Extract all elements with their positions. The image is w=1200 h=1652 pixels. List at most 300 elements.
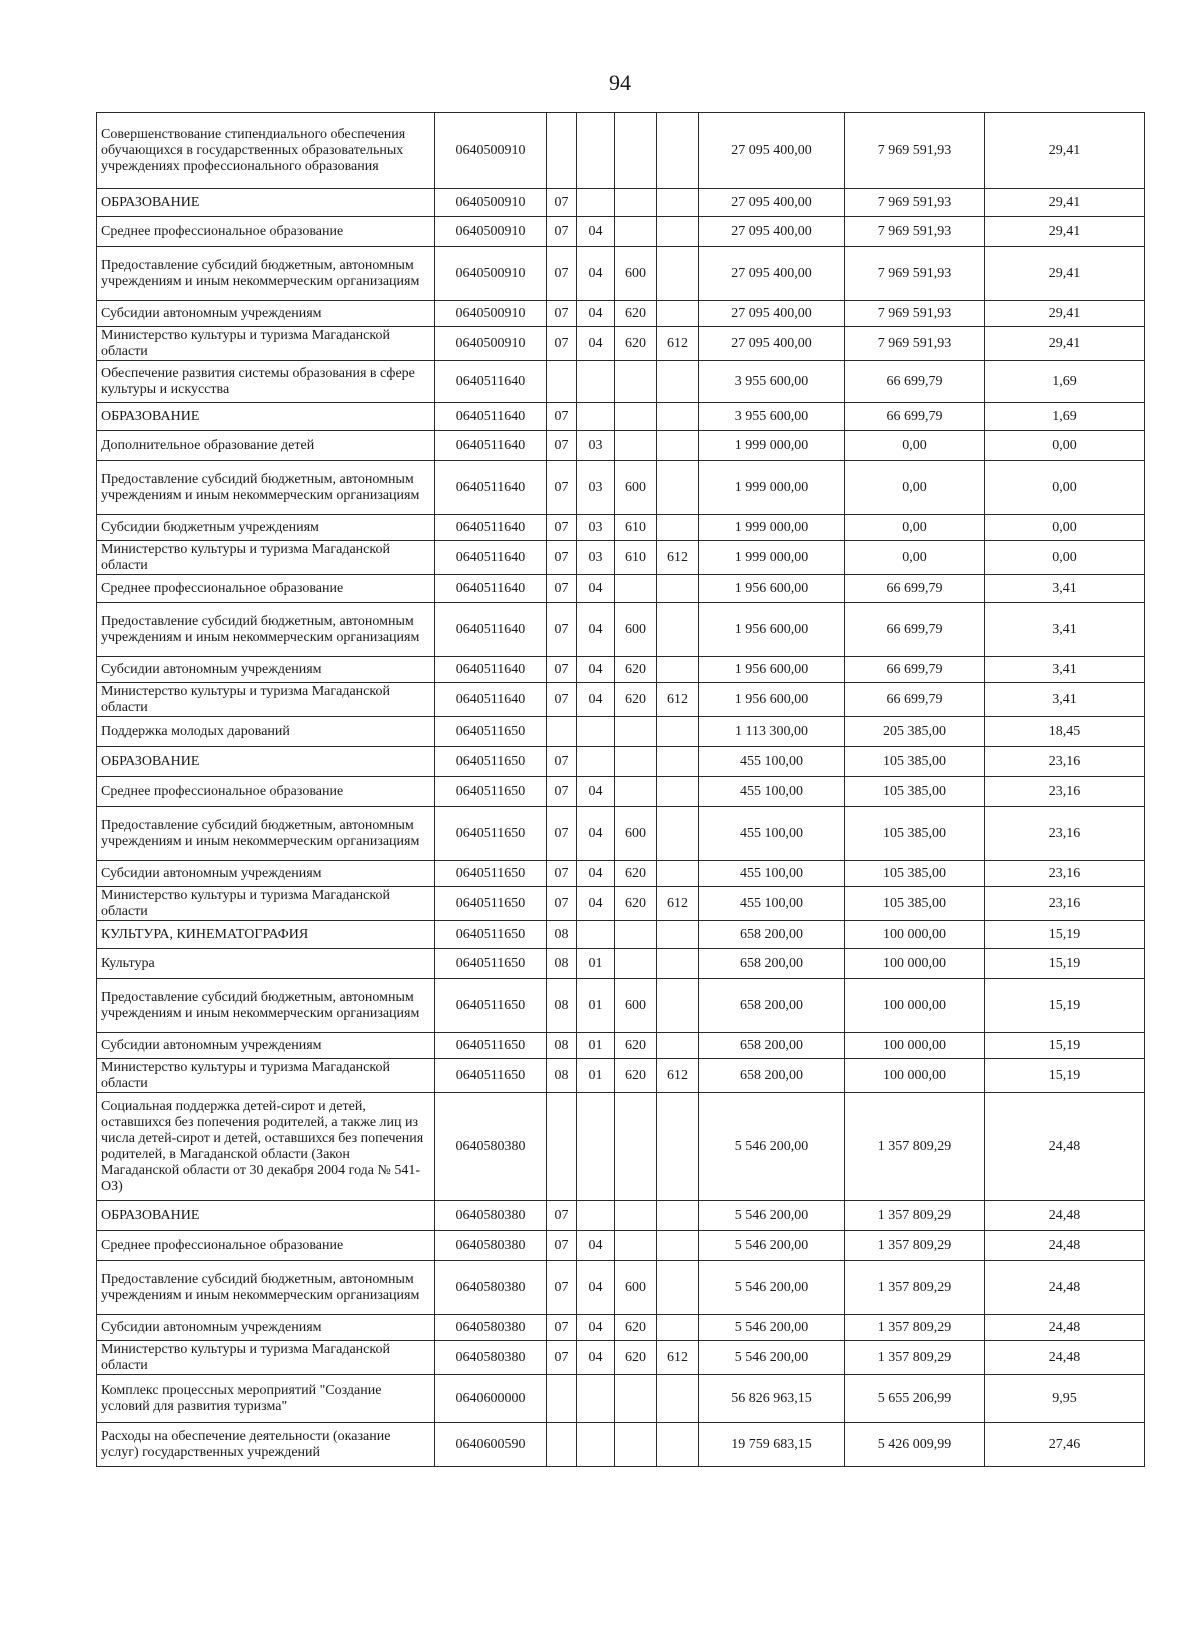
row-subsection-cell: 01 <box>577 949 615 979</box>
row-expense-type-cell: 620 <box>615 327 657 361</box>
row-name-cell: Предоставление субсидий бюджетным, автономным учреждениям и иным некоммерческим организациям <box>97 247 435 301</box>
row-section-cell: 07 <box>547 247 577 301</box>
table-row <box>97 217 1145 247</box>
row-plan-cell: 3 955 600,00 <box>699 361 845 403</box>
row-subsection-cell: 04 <box>577 603 615 657</box>
row-section-cell: 07 <box>547 657 577 683</box>
row-percent-cell: 18,45 <box>985 717 1145 747</box>
row-subsection-cell: 01 <box>577 979 615 1033</box>
row-name-cell: Среднее профессиональное образование <box>97 1231 435 1261</box>
row-subsection-cell: 04 <box>577 1261 615 1315</box>
row-kosgu-cell <box>657 949 699 979</box>
row-fact-cell: 105 385,00 <box>845 777 985 807</box>
row-plan-cell: 1 956 600,00 <box>699 683 845 717</box>
row-plan-cell: 27 095 400,00 <box>699 189 845 217</box>
row-plan-cell: 658 200,00 <box>699 979 845 1033</box>
row-subsection-cell: 04 <box>577 575 615 603</box>
row-section-cell: 07 <box>547 327 577 361</box>
row-subsection-cell <box>577 1375 615 1423</box>
table-row <box>97 1059 1145 1093</box>
row-section-cell: 07 <box>547 747 577 777</box>
row-expense-type-cell: 620 <box>615 301 657 327</box>
row-subsection-cell: 03 <box>577 461 615 515</box>
row-section-cell <box>547 1093 577 1201</box>
row-name-cell: КУЛЬТУРА, КИНЕМАТОГРАФИЯ <box>97 921 435 949</box>
row-expense-type-cell <box>615 1231 657 1261</box>
row-plan-cell: 27 095 400,00 <box>699 327 845 361</box>
row-expense-type-cell: 610 <box>615 541 657 575</box>
row-expense-type-cell: 600 <box>615 461 657 515</box>
row-expense-type-cell <box>615 1201 657 1231</box>
row-plan-cell: 5 546 200,00 <box>699 1315 845 1341</box>
row-plan-cell: 1 999 000,00 <box>699 431 845 461</box>
row-kosgu-cell <box>657 807 699 861</box>
row-section-cell: 07 <box>547 777 577 807</box>
row-name-cell: Предоставление субсидий бюджетным, автономным учреждениям и иным некоммерческим организациям <box>97 603 435 657</box>
row-name-cell: Министерство культуры и туризма Магаданской области <box>97 683 435 717</box>
row-subsection-cell <box>577 189 615 217</box>
row-kosgu-cell <box>657 603 699 657</box>
row-section-cell: 07 <box>547 1261 577 1315</box>
row-fact-cell: 0,00 <box>845 431 985 461</box>
table-row <box>97 861 1145 887</box>
row-fact-cell: 0,00 <box>845 515 985 541</box>
row-percent-cell: 29,41 <box>985 247 1145 301</box>
row-plan-cell: 5 546 200,00 <box>699 1093 845 1201</box>
row-subsection-cell <box>577 1093 615 1201</box>
row-section-cell: 07 <box>547 683 577 717</box>
row-code-cell: 0640511650 <box>435 887 547 921</box>
row-kosgu-cell <box>657 861 699 887</box>
row-section-cell: 08 <box>547 979 577 1033</box>
row-code-cell: 0640511650 <box>435 717 547 747</box>
row-kosgu-cell <box>657 575 699 603</box>
row-kosgu-cell: 612 <box>657 1341 699 1375</box>
row-name-cell: Министерство культуры и туризма Магаданской области <box>97 1059 435 1093</box>
row-plan-cell: 658 200,00 <box>699 1059 845 1093</box>
table-row <box>97 1231 1145 1261</box>
row-percent-cell: 24,48 <box>985 1231 1145 1261</box>
row-plan-cell: 1 999 000,00 <box>699 515 845 541</box>
row-expense-type-cell: 600 <box>615 603 657 657</box>
table-row <box>97 887 1145 921</box>
row-subsection-cell: 04 <box>577 327 615 361</box>
row-plan-cell: 5 546 200,00 <box>699 1201 845 1231</box>
table-row <box>97 1375 1145 1423</box>
row-section-cell: 07 <box>547 807 577 861</box>
table-row <box>97 189 1145 217</box>
row-kosgu-cell <box>657 403 699 431</box>
row-expense-type-cell: 620 <box>615 861 657 887</box>
row-plan-cell: 455 100,00 <box>699 807 845 861</box>
row-subsection-cell: 03 <box>577 431 615 461</box>
row-percent-cell: 3,41 <box>985 575 1145 603</box>
row-kosgu-cell: 612 <box>657 887 699 921</box>
row-section-cell <box>547 717 577 747</box>
row-expense-type-cell <box>615 361 657 403</box>
row-kosgu-cell <box>657 657 699 683</box>
row-section-cell: 07 <box>547 575 577 603</box>
row-expense-type-cell <box>615 949 657 979</box>
row-fact-cell: 7 969 591,93 <box>845 113 985 189</box>
row-section-cell: 08 <box>547 1059 577 1093</box>
row-kosgu-cell <box>657 247 699 301</box>
row-code-cell: 0640500910 <box>435 327 547 361</box>
table-row <box>97 1341 1145 1375</box>
row-percent-cell: 29,41 <box>985 189 1145 217</box>
row-code-cell: 0640511650 <box>435 777 547 807</box>
row-percent-cell: 24,48 <box>985 1261 1145 1315</box>
row-plan-cell: 56 826 963,15 <box>699 1375 845 1423</box>
row-expense-type-cell: 620 <box>615 887 657 921</box>
row-expense-type-cell <box>615 217 657 247</box>
row-section-cell: 08 <box>547 921 577 949</box>
row-kosgu-cell <box>657 361 699 403</box>
row-code-cell: 0640511650 <box>435 921 547 949</box>
row-name-cell: Среднее профессиональное образование <box>97 217 435 247</box>
row-plan-cell: 658 200,00 <box>699 921 845 949</box>
row-fact-cell: 7 969 591,93 <box>845 217 985 247</box>
table-row <box>97 603 1145 657</box>
row-fact-cell: 7 969 591,93 <box>845 327 985 361</box>
row-subsection-cell <box>577 1201 615 1231</box>
table-row <box>97 431 1145 461</box>
row-section-cell <box>547 1423 577 1467</box>
row-percent-cell: 15,19 <box>985 1033 1145 1059</box>
row-expense-type-cell: 600 <box>615 247 657 301</box>
row-plan-cell: 1 999 000,00 <box>699 461 845 515</box>
table-row <box>97 1261 1145 1315</box>
row-name-cell: Субсидии автономным учреждениям <box>97 1315 435 1341</box>
row-plan-cell: 3 955 600,00 <box>699 403 845 431</box>
row-fact-cell: 66 699,79 <box>845 683 985 717</box>
table-row <box>97 657 1145 683</box>
row-fact-cell: 5 655 206,99 <box>845 1375 985 1423</box>
row-section-cell: 07 <box>547 1315 577 1341</box>
row-plan-cell: 19 759 683,15 <box>699 1423 845 1467</box>
row-kosgu-cell <box>657 1033 699 1059</box>
row-percent-cell: 15,19 <box>985 1059 1145 1093</box>
row-percent-cell: 27,46 <box>985 1423 1145 1467</box>
row-section-cell: 07 <box>547 603 577 657</box>
row-fact-cell: 105 385,00 <box>845 807 985 861</box>
row-kosgu-cell <box>657 1231 699 1261</box>
row-kosgu-cell <box>657 217 699 247</box>
row-code-cell: 0640511640 <box>435 461 547 515</box>
row-code-cell: 0640511640 <box>435 431 547 461</box>
table-row <box>97 247 1145 301</box>
row-name-cell: Субсидии бюджетным учреждениям <box>97 515 435 541</box>
row-name-cell: Среднее профессиональное образование <box>97 575 435 603</box>
row-section-cell: 08 <box>547 949 577 979</box>
row-section-cell: 07 <box>547 431 577 461</box>
row-fact-cell: 0,00 <box>845 541 985 575</box>
row-expense-type-cell <box>615 189 657 217</box>
row-code-cell: 0640580380 <box>435 1231 547 1261</box>
table-row <box>97 921 1145 949</box>
row-name-cell: Комплекс процессных мероприятий "Создание условий для развития туризма" <box>97 1375 435 1423</box>
row-percent-cell: 15,19 <box>985 979 1145 1033</box>
row-section-cell: 07 <box>547 403 577 431</box>
row-kosgu-cell <box>657 113 699 189</box>
row-subsection-cell: 04 <box>577 657 615 683</box>
row-percent-cell: 15,19 <box>985 921 1145 949</box>
row-percent-cell: 29,41 <box>985 217 1145 247</box>
row-percent-cell: 0,00 <box>985 431 1145 461</box>
row-name-cell: Предоставление субсидий бюджетным, автономным учреждениям и иным некоммерческим организациям <box>97 461 435 515</box>
row-name-cell: Министерство культуры и туризма Магаданской области <box>97 1341 435 1375</box>
table-row <box>97 683 1145 717</box>
row-subsection-cell <box>577 113 615 189</box>
row-fact-cell: 7 969 591,93 <box>845 189 985 217</box>
row-code-cell: 0640511650 <box>435 747 547 777</box>
row-code-cell: 0640511640 <box>435 541 547 575</box>
row-subsection-cell: 04 <box>577 861 615 887</box>
table-row <box>97 403 1145 431</box>
table-row <box>97 515 1145 541</box>
row-percent-cell: 23,16 <box>985 861 1145 887</box>
row-percent-cell: 24,48 <box>985 1341 1145 1375</box>
row-expense-type-cell <box>615 921 657 949</box>
row-subsection-cell: 04 <box>577 1315 615 1341</box>
table-row <box>97 777 1145 807</box>
row-expense-type-cell: 620 <box>615 1341 657 1375</box>
row-percent-cell: 23,16 <box>985 887 1145 921</box>
row-fact-cell: 7 969 591,93 <box>845 301 985 327</box>
row-code-cell: 0640580380 <box>435 1341 547 1375</box>
row-section-cell <box>547 113 577 189</box>
row-plan-cell: 1 956 600,00 <box>699 657 845 683</box>
row-subsection-cell: 04 <box>577 777 615 807</box>
row-subsection-cell <box>577 403 615 431</box>
row-subsection-cell <box>577 747 615 777</box>
row-percent-cell: 29,41 <box>985 113 1145 189</box>
row-kosgu-cell: 612 <box>657 683 699 717</box>
row-fact-cell: 1 357 809,29 <box>845 1231 985 1261</box>
row-name-cell: ОБРАЗОВАНИЕ <box>97 747 435 777</box>
row-code-cell: 0640511640 <box>435 515 547 541</box>
row-percent-cell: 1,69 <box>985 361 1145 403</box>
row-kosgu-cell <box>657 301 699 327</box>
row-plan-cell: 455 100,00 <box>699 887 845 921</box>
row-percent-cell: 23,16 <box>985 777 1145 807</box>
row-code-cell: 0640500910 <box>435 189 547 217</box>
row-section-cell: 07 <box>547 1231 577 1261</box>
row-plan-cell: 27 095 400,00 <box>699 217 845 247</box>
row-name-cell: ОБРАЗОВАНИЕ <box>97 189 435 217</box>
row-section-cell: 07 <box>547 887 577 921</box>
row-expense-type-cell: 620 <box>615 1033 657 1059</box>
row-percent-cell: 24,48 <box>985 1201 1145 1231</box>
row-name-cell: Министерство культуры и туризма Магаданской области <box>97 887 435 921</box>
table-row <box>97 575 1145 603</box>
table-row <box>97 327 1145 361</box>
row-expense-type-cell: 620 <box>615 657 657 683</box>
row-code-cell: 0640511640 <box>435 403 547 431</box>
row-percent-cell: 23,16 <box>985 747 1145 777</box>
row-kosgu-cell <box>657 777 699 807</box>
table-row <box>97 1093 1145 1201</box>
row-subsection-cell: 04 <box>577 683 615 717</box>
row-kosgu-cell <box>657 461 699 515</box>
row-subsection-cell: 01 <box>577 1059 615 1093</box>
row-subsection-cell: 04 <box>577 887 615 921</box>
row-section-cell: 07 <box>547 301 577 327</box>
row-code-cell: 0640511640 <box>435 603 547 657</box>
row-subsection-cell <box>577 921 615 949</box>
row-subsection-cell: 03 <box>577 515 615 541</box>
row-plan-cell: 1 956 600,00 <box>699 603 845 657</box>
row-percent-cell: 0,00 <box>985 461 1145 515</box>
row-expense-type-cell: 600 <box>615 807 657 861</box>
row-expense-type-cell: 600 <box>615 979 657 1033</box>
table-row <box>97 301 1145 327</box>
row-plan-cell: 658 200,00 <box>699 1033 845 1059</box>
row-code-cell: 0640511650 <box>435 979 547 1033</box>
row-kosgu-cell: 612 <box>657 541 699 575</box>
row-code-cell: 0640511650 <box>435 949 547 979</box>
row-fact-cell: 1 357 809,29 <box>845 1341 985 1375</box>
row-expense-type-cell <box>615 747 657 777</box>
row-fact-cell: 100 000,00 <box>845 979 985 1033</box>
row-kosgu-cell <box>657 747 699 777</box>
row-code-cell: 0640500910 <box>435 247 547 301</box>
row-subsection-cell: 01 <box>577 1033 615 1059</box>
row-section-cell: 08 <box>547 1033 577 1059</box>
row-expense-type-cell <box>615 113 657 189</box>
row-kosgu-cell <box>657 189 699 217</box>
row-name-cell: Субсидии автономным учреждениям <box>97 861 435 887</box>
row-subsection-cell: 03 <box>577 541 615 575</box>
row-fact-cell: 105 385,00 <box>845 861 985 887</box>
row-code-cell: 0640580380 <box>435 1201 547 1231</box>
row-code-cell: 0640511650 <box>435 1059 547 1093</box>
row-section-cell: 07 <box>547 515 577 541</box>
row-fact-cell: 1 357 809,29 <box>845 1261 985 1315</box>
row-fact-cell: 66 699,79 <box>845 575 985 603</box>
row-code-cell: 0640580380 <box>435 1261 547 1315</box>
row-code-cell: 0640511640 <box>435 657 547 683</box>
row-subsection-cell: 04 <box>577 247 615 301</box>
row-expense-type-cell: 610 <box>615 515 657 541</box>
row-percent-cell: 3,41 <box>985 683 1145 717</box>
row-name-cell: Дополнительное образование детей <box>97 431 435 461</box>
page-number: 94 <box>609 70 631 95</box>
row-section-cell <box>547 1375 577 1423</box>
row-plan-cell: 1 999 000,00 <box>699 541 845 575</box>
row-plan-cell: 455 100,00 <box>699 747 845 777</box>
row-subsection-cell: 04 <box>577 807 615 861</box>
row-fact-cell: 205 385,00 <box>845 717 985 747</box>
row-percent-cell: 23,16 <box>985 807 1145 861</box>
row-percent-cell: 29,41 <box>985 327 1145 361</box>
row-name-cell: Социальная поддержка детей-сирот и детей, оставшихся без попечения родителей, а также лиц из числа детей-сирот и детей, оставшихся без попечения родителей, в Магаданской области (Закон Магаданской области от 30 декабря 2004 года № 541-ОЗ) <box>97 1093 435 1201</box>
row-name-cell: Среднее профессиональное образование <box>97 777 435 807</box>
table-row <box>97 979 1145 1033</box>
row-fact-cell: 66 699,79 <box>845 603 985 657</box>
row-section-cell: 07 <box>547 461 577 515</box>
row-plan-cell: 455 100,00 <box>699 777 845 807</box>
row-code-cell: 0640500910 <box>435 113 547 189</box>
row-percent-cell: 3,41 <box>985 603 1145 657</box>
row-name-cell: Министерство культуры и туризма Магаданской области <box>97 541 435 575</box>
row-subsection-cell: 04 <box>577 301 615 327</box>
row-fact-cell: 0,00 <box>845 461 985 515</box>
row-name-cell: Обеспечение развития системы образования в сфере культуры и искусства <box>97 361 435 403</box>
row-section-cell: 07 <box>547 189 577 217</box>
row-section-cell: 07 <box>547 1201 577 1231</box>
row-code-cell: 0640600590 <box>435 1423 547 1467</box>
row-percent-cell: 24,48 <box>985 1093 1145 1201</box>
row-section-cell: 07 <box>547 217 577 247</box>
row-name-cell: Расходы на обеспечение деятельности (оказание услуг) государственных учреждений <box>97 1423 435 1467</box>
row-subsection-cell: 04 <box>577 1231 615 1261</box>
row-expense-type-cell: 600 <box>615 1261 657 1315</box>
row-percent-cell: 24,48 <box>985 1315 1145 1341</box>
row-fact-cell: 1 357 809,29 <box>845 1093 985 1201</box>
table-row <box>97 1315 1145 1341</box>
row-code-cell: 0640600000 <box>435 1375 547 1423</box>
row-fact-cell: 7 969 591,93 <box>845 247 985 301</box>
row-code-cell: 0640511650 <box>435 807 547 861</box>
table-row <box>97 717 1145 747</box>
row-fact-cell: 100 000,00 <box>845 949 985 979</box>
row-expense-type-cell <box>615 1423 657 1467</box>
row-subsection-cell <box>577 1423 615 1467</box>
row-fact-cell: 5 426 009,99 <box>845 1423 985 1467</box>
row-kosgu-cell: 612 <box>657 327 699 361</box>
row-code-cell: 0640511650 <box>435 1033 547 1059</box>
row-fact-cell: 1 357 809,29 <box>845 1201 985 1231</box>
row-percent-cell: 0,00 <box>985 541 1145 575</box>
budget-table <box>96 112 1145 1467</box>
table-row <box>97 461 1145 515</box>
row-expense-type-cell: 620 <box>615 1059 657 1093</box>
row-expense-type-cell <box>615 1375 657 1423</box>
row-fact-cell: 100 000,00 <box>845 1059 985 1093</box>
row-kosgu-cell <box>657 717 699 747</box>
row-name-cell: ОБРАЗОВАНИЕ <box>97 403 435 431</box>
row-fact-cell: 66 699,79 <box>845 361 985 403</box>
row-name-cell: ОБРАЗОВАНИЕ <box>97 1201 435 1231</box>
row-expense-type-cell <box>615 431 657 461</box>
row-percent-cell: 1,69 <box>985 403 1145 431</box>
row-plan-cell: 5 546 200,00 <box>699 1341 845 1375</box>
row-expense-type-cell: 620 <box>615 683 657 717</box>
row-name-cell: Министерство культуры и туризма Магаданской области <box>97 327 435 361</box>
row-percent-cell: 15,19 <box>985 949 1145 979</box>
row-section-cell <box>547 361 577 403</box>
row-code-cell: 0640511650 <box>435 861 547 887</box>
row-kosgu-cell <box>657 921 699 949</box>
row-code-cell: 0640511640 <box>435 683 547 717</box>
row-kosgu-cell <box>657 1315 699 1341</box>
table-row <box>97 949 1145 979</box>
row-code-cell: 0640511640 <box>435 575 547 603</box>
row-plan-cell: 1 956 600,00 <box>699 575 845 603</box>
row-name-cell: Поддержка молодых дарований <box>97 717 435 747</box>
row-kosgu-cell <box>657 515 699 541</box>
row-code-cell: 0640511640 <box>435 361 547 403</box>
row-code-cell: 0640580380 <box>435 1093 547 1201</box>
row-kosgu-cell: 612 <box>657 1059 699 1093</box>
row-code-cell: 0640500910 <box>435 217 547 247</box>
table-row <box>97 113 1145 189</box>
row-kosgu-cell <box>657 979 699 1033</box>
table-row <box>97 1033 1145 1059</box>
table-row <box>97 807 1145 861</box>
row-plan-cell: 1 113 300,00 <box>699 717 845 747</box>
